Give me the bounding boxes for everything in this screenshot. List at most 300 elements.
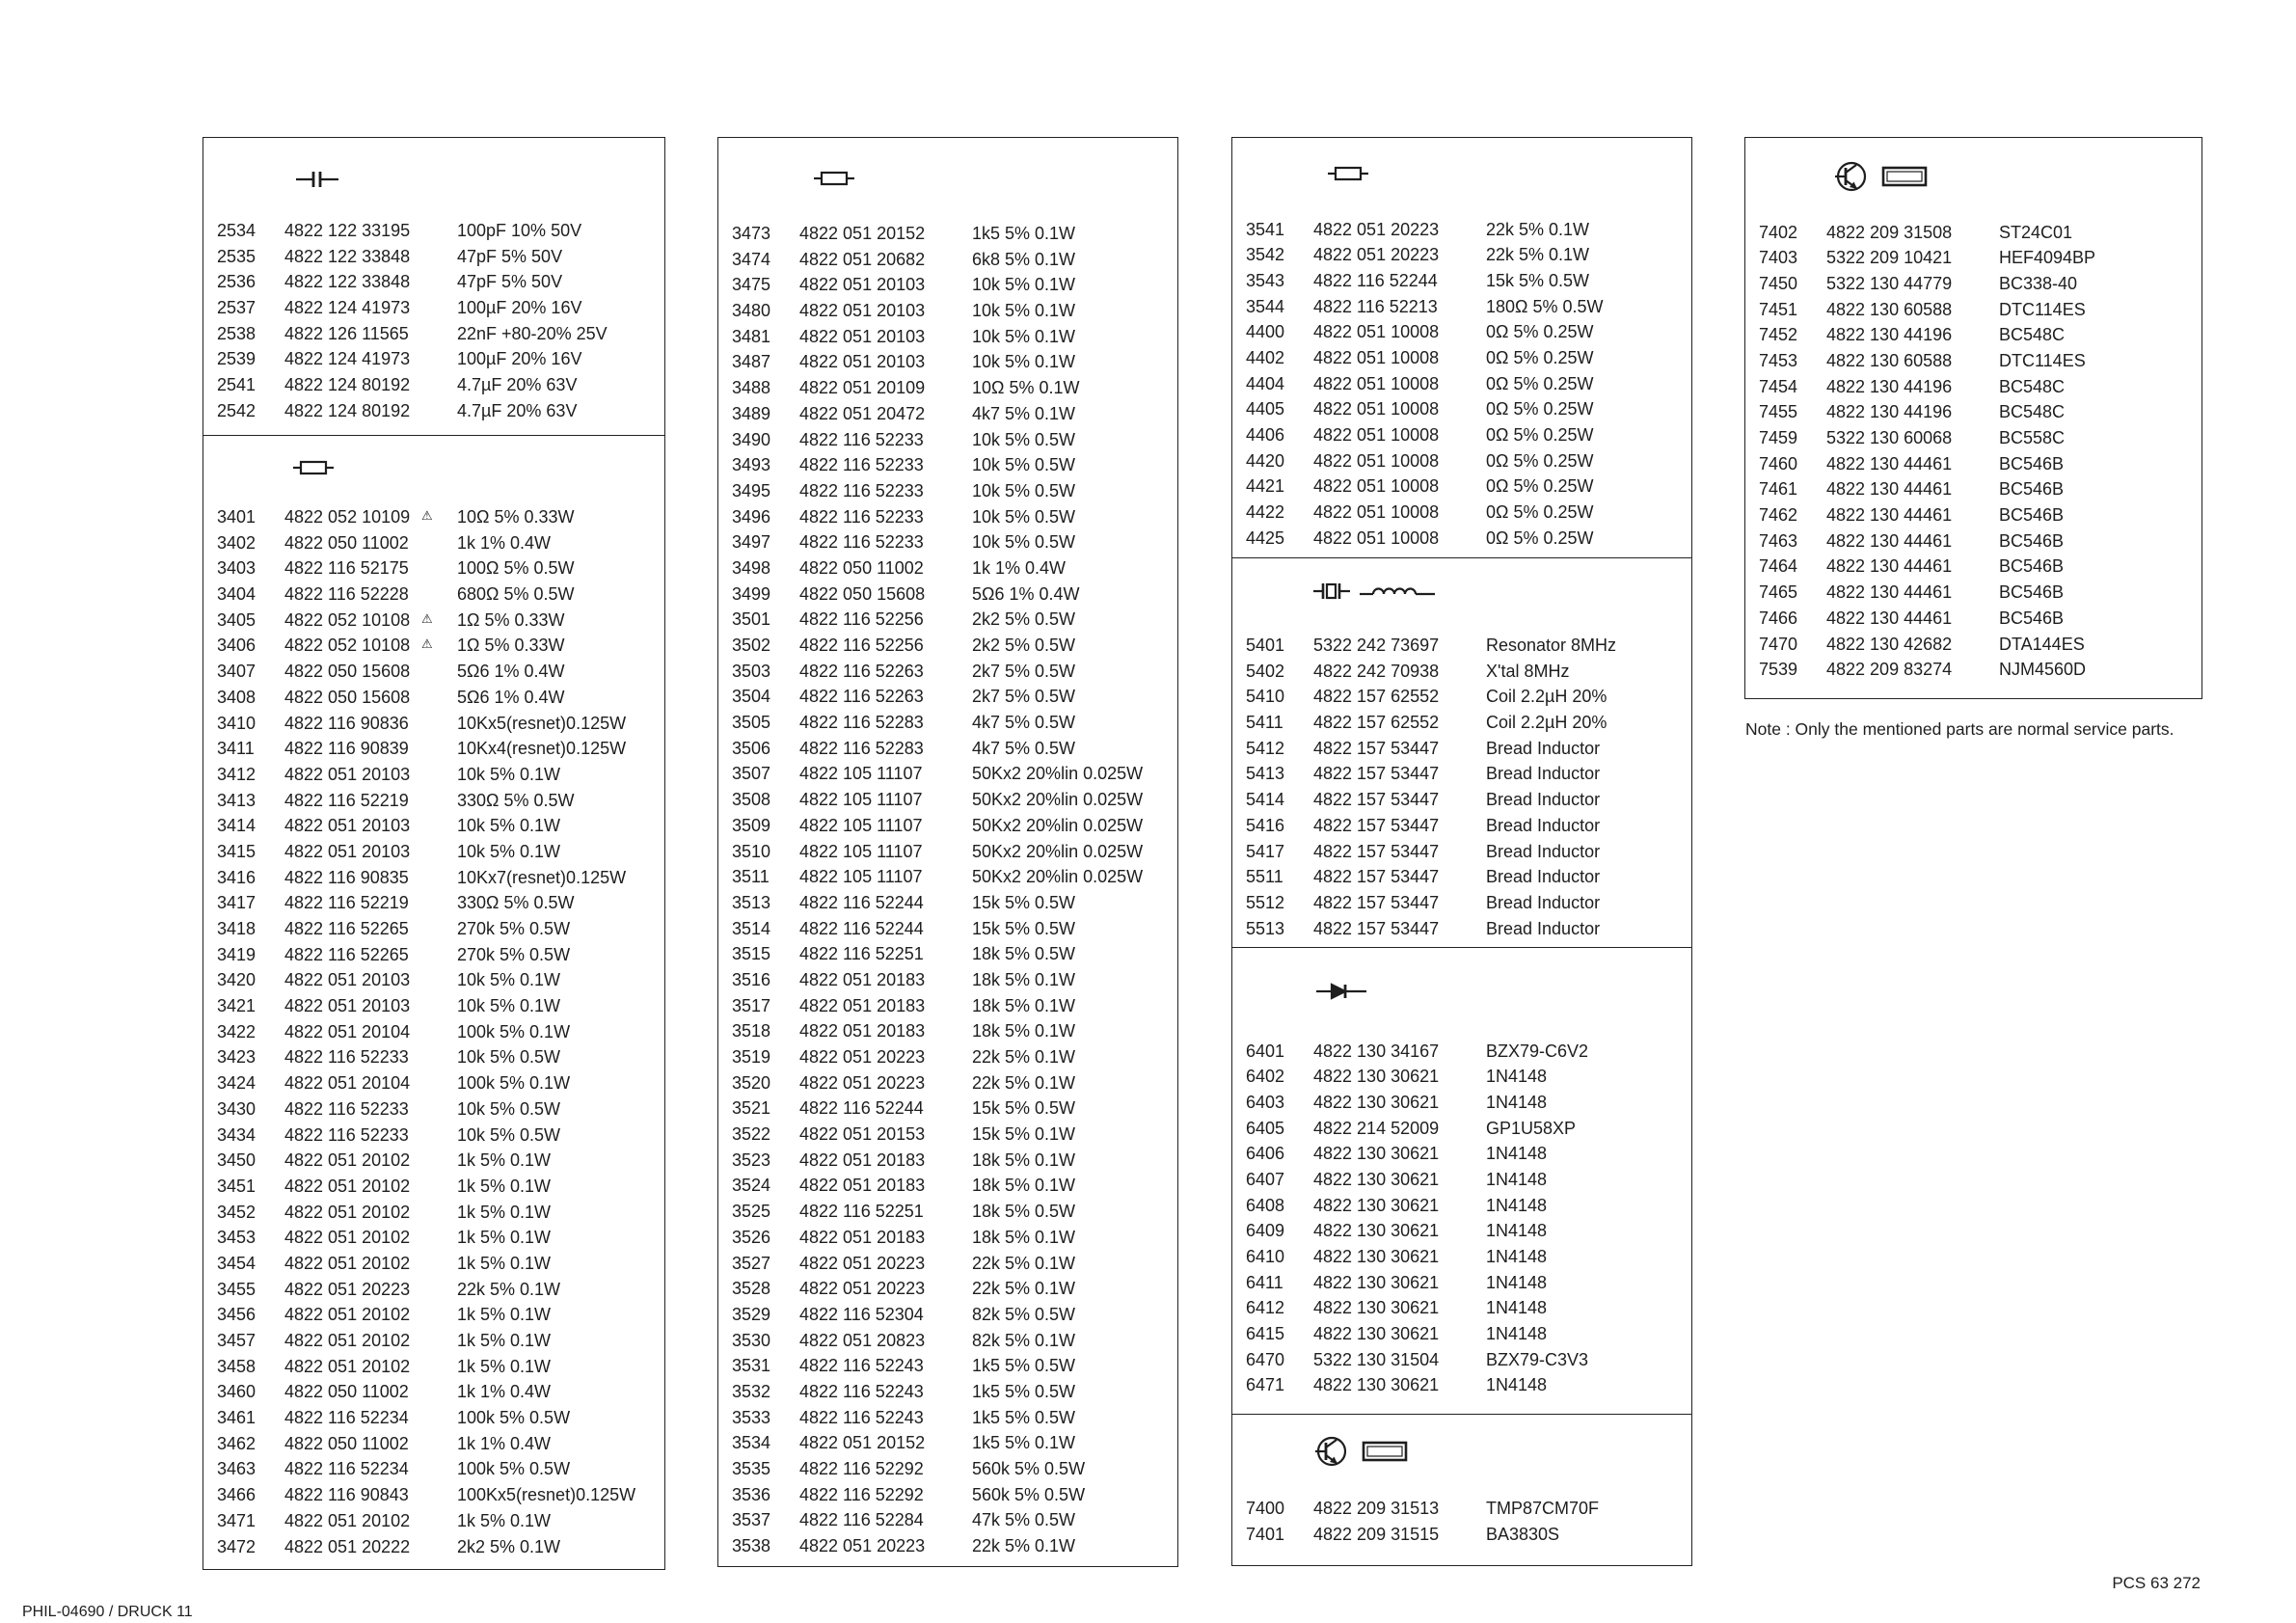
position-number: 3519 [732, 1047, 771, 1067]
part-code: 4822 116 52175 [284, 558, 409, 579]
part-description: 100k 5% 0.1W [457, 1073, 571, 1094]
position-number: 5413 [1246, 764, 1285, 784]
part-description: X'tal 8MHz [1486, 661, 1570, 681]
part-description: 270k 5% 0.5W [457, 919, 571, 938]
part-description: 5Ω6 1% 0.4W [457, 687, 565, 707]
part-description: BZX79-C3V3 [1486, 1349, 1589, 1369]
part-code: 4822 051 20103 [799, 352, 926, 372]
part-description: 22k 5% 0.1W [972, 1253, 1076, 1273]
part-row [1745, 502, 2201, 528]
part-row [203, 1328, 664, 1354]
part-code: 4822 116 52228 [284, 584, 409, 605]
part-row [1232, 1039, 1691, 1065]
position-number: 3528 [732, 1279, 771, 1299]
part-code: 4822 050 11002 [284, 1382, 409, 1402]
part-description: BC338-40 [1999, 273, 2078, 293]
crystal-inductor-icon [1313, 581, 1437, 602]
part-description: 1k 5% 0.1W [457, 1228, 552, 1248]
section-divider [1232, 1414, 1691, 1415]
part-description: 47pF 5% 50V [457, 246, 563, 266]
part-description: 100k 5% 0.5W [457, 1459, 571, 1479]
part-code: 4822 051 20103 [799, 275, 926, 295]
part-code: 4822 051 20153 [799, 1124, 926, 1145]
position-number: 3408 [217, 687, 257, 707]
part-description: Bread Inductor [1486, 867, 1601, 887]
part-row [1232, 500, 1691, 526]
part-code: 4822 050 15608 [799, 583, 926, 604]
part-row [1232, 684, 1691, 710]
position-number: 3498 [732, 557, 771, 578]
part-code: 4822 051 20682 [799, 249, 926, 269]
capacitor-parts-list [203, 218, 664, 424]
part-row [203, 1508, 664, 1534]
position-number: 3516 [732, 969, 771, 989]
part-code: 4822 124 41973 [284, 349, 411, 369]
part-row [203, 244, 664, 270]
position-number: 3530 [732, 1330, 771, 1350]
position-number: 7450 [1759, 273, 1798, 293]
part-description: 22k 5% 0.1W [1486, 245, 1590, 265]
position-number: 3525 [732, 1202, 771, 1222]
part-description: 1N4148 [1486, 1169, 1548, 1189]
part-code: 4822 116 52243 [799, 1381, 924, 1401]
part-description: BA3830S [1486, 1524, 1560, 1544]
part-description: Bread Inductor [1486, 841, 1601, 861]
part-description: HEF4094BP [1999, 248, 2096, 268]
diode-icon [1316, 983, 1366, 1000]
crystal-inductor-parts-list [1232, 633, 1691, 941]
part-row [1745, 322, 2201, 348]
part-row [1232, 813, 1691, 839]
part-row [718, 659, 1177, 685]
part-row [718, 1225, 1177, 1251]
part-code: 4822 051 20183 [799, 1021, 926, 1041]
part-code: 4822 124 80192 [284, 375, 411, 395]
position-number: 7470 [1759, 634, 1798, 654]
part-row [718, 1302, 1177, 1328]
part-description: Bread Inductor [1486, 892, 1601, 912]
part-row [718, 761, 1177, 787]
part-code: 4822 116 52283 [799, 713, 924, 733]
part-description: 10k 5% 0.1W [972, 352, 1076, 372]
part-description: 10k 5% 0.5W [457, 1098, 561, 1119]
part-row [718, 633, 1177, 659]
part-code: 4822 116 52283 [799, 738, 924, 758]
position-number: 3466 [217, 1485, 257, 1505]
part-description: 82k 5% 0.5W [972, 1304, 1076, 1324]
part-row [718, 1507, 1177, 1533]
part-code: 4822 116 52233 [799, 506, 924, 527]
position-number: 3535 [732, 1459, 771, 1478]
position-number: 3537 [732, 1510, 771, 1530]
position-number: 3417 [217, 893, 257, 913]
part-description: 0Ω 5% 0.25W [1486, 347, 1594, 367]
position-number: 3493 [732, 455, 771, 475]
position-number: 3461 [217, 1408, 257, 1428]
part-description: 22k 5% 0.1W [972, 1536, 1076, 1556]
position-number: 6412 [1246, 1298, 1285, 1318]
part-description: 100µF 20% 16V [457, 349, 582, 369]
part-row [203, 1431, 664, 1457]
part-description: Coil 2.2µH 20% [1486, 687, 1607, 707]
position-number: 3402 [217, 532, 257, 553]
position-number: 7453 [1759, 350, 1798, 370]
position-number: 3487 [732, 352, 771, 372]
position-number: 7466 [1759, 608, 1798, 628]
part-description: 10k 5% 0.1W [972, 301, 1076, 321]
part-description: 18k 5% 0.5W [972, 1202, 1076, 1222]
part-row [203, 1482, 664, 1508]
position-number: 3460 [217, 1382, 257, 1402]
parts-column-3 [1231, 137, 1692, 1566]
document-reference: PHIL-04690 / DRUCK 11 [22, 1604, 193, 1620]
position-number: 3422 [217, 1021, 257, 1041]
part-description: 1N4148 [1486, 1298, 1548, 1318]
part-code: 4822 209 83274 [1826, 660, 1953, 680]
position-number: 5512 [1246, 892, 1285, 912]
part-row [203, 1123, 664, 1149]
part-code: 4822 130 34167 [1313, 1041, 1440, 1061]
position-number: 3420 [217, 970, 257, 990]
part-description: 1N4148 [1486, 1195, 1548, 1215]
part-code: 4822 130 30621 [1313, 1298, 1440, 1318]
position-number: 7459 [1759, 428, 1798, 447]
part-code: 4822 116 90839 [284, 739, 409, 759]
part-code: 4822 052 10109 [284, 507, 411, 527]
position-number: 2541 [217, 375, 257, 395]
part-row [718, 452, 1177, 478]
part-description: 15k 5% 0.5W [1486, 270, 1590, 290]
part-code: 4822 116 52244 [799, 892, 924, 912]
part-row [1232, 1244, 1691, 1270]
position-number: 3536 [732, 1484, 771, 1504]
position-number: 3497 [732, 532, 771, 553]
part-code: 4822 122 33848 [284, 246, 411, 266]
position-number: 4425 [1246, 527, 1285, 548]
position-number: 3504 [732, 687, 771, 707]
part-code: 4822 130 60588 [1826, 299, 1953, 319]
position-number: 3514 [732, 918, 771, 938]
part-row [1232, 890, 1691, 916]
position-number: 3543 [1246, 270, 1285, 290]
part-code: 4822 124 80192 [284, 400, 411, 420]
part-row [203, 530, 664, 556]
part-row [1745, 297, 2201, 323]
position-number: 4422 [1246, 502, 1285, 523]
part-code: 4822 051 20103 [799, 326, 926, 346]
part-description: 18k 5% 0.1W [972, 1150, 1076, 1170]
part-row [203, 659, 664, 685]
part-code: 4822 116 52234 [284, 1408, 409, 1428]
position-number: 4420 [1246, 450, 1285, 471]
position-number: 2536 [217, 272, 257, 292]
part-description: 1k 5% 0.1W [457, 1202, 552, 1222]
part-code: 4822 051 10008 [1313, 502, 1440, 523]
part-code: 4822 116 90835 [284, 867, 409, 887]
part-row [1232, 473, 1691, 500]
part-code: 4822 130 42682 [1826, 634, 1953, 654]
part-row [1745, 220, 2201, 246]
position-number: 3489 [732, 403, 771, 423]
part-description: BC546B [1999, 479, 2065, 500]
position-number: 3455 [217, 1279, 257, 1299]
position-number: 3517 [732, 995, 771, 1015]
part-row [203, 865, 664, 891]
part-row [1232, 761, 1691, 787]
part-code: 4822 130 30621 [1313, 1375, 1440, 1395]
parts-column-2 [717, 137, 1178, 1567]
part-row [1232, 242, 1691, 268]
part-row [203, 1200, 664, 1226]
position-number: 7539 [1759, 660, 1798, 680]
position-number: 3413 [217, 790, 257, 810]
part-row [718, 555, 1177, 582]
part-code: 4822 051 20472 [799, 403, 926, 423]
part-row [1232, 1193, 1691, 1219]
position-number: 3515 [732, 944, 771, 964]
position-number: 3414 [217, 816, 257, 836]
position-number: 3430 [217, 1098, 257, 1119]
position-number: 3480 [732, 301, 771, 321]
position-number: 3475 [732, 275, 771, 295]
part-row [718, 967, 1177, 993]
part-row [718, 504, 1177, 530]
position-number: 3511 [732, 867, 770, 887]
position-number: 3507 [732, 764, 771, 784]
part-row [1745, 271, 2201, 297]
part-description: 1k 5% 0.1W [457, 1331, 552, 1350]
part-row [1232, 1321, 1691, 1347]
part-description: 50Kx2 20%lin 0.025W [972, 867, 1144, 887]
part-description: 4k7 5% 0.5W [972, 713, 1076, 733]
position-number: 3527 [732, 1253, 771, 1273]
part-description: 100Kx5(resnet)0.125W [457, 1485, 636, 1505]
part-row [718, 1405, 1177, 1431]
position-number: 6402 [1246, 1067, 1285, 1087]
part-row [203, 685, 664, 711]
part-row [203, 1277, 664, 1303]
part-description: 100k 5% 0.1W [457, 1021, 571, 1041]
part-description: 10Ω 5% 0.1W [972, 378, 1080, 398]
part-code: 4822 116 52243 [799, 1407, 924, 1427]
part-row [1232, 1295, 1691, 1321]
position-number: 3523 [732, 1150, 771, 1170]
part-row [203, 218, 664, 244]
part-row [718, 890, 1177, 916]
part-row [718, 941, 1177, 967]
part-code: 4822 116 52292 [799, 1484, 924, 1504]
position-number: 5513 [1246, 918, 1285, 938]
part-code: 4822 051 10008 [1313, 347, 1440, 367]
part-row [1232, 1270, 1691, 1296]
part-description: 50Kx2 20%lin 0.025W [972, 841, 1144, 861]
part-code: 4822 126 11565 [284, 323, 409, 343]
part-description: 1k 5% 0.1W [457, 1356, 552, 1376]
part-code: 4822 051 20152 [799, 1433, 926, 1453]
part-code: 5322 130 31504 [1313, 1349, 1440, 1369]
part-row [1232, 1372, 1691, 1398]
transistor-ic-icon [1833, 160, 1928, 193]
part-row [203, 1070, 664, 1096]
part-code: 4822 116 52251 [799, 1202, 924, 1222]
position-number: 3499 [732, 583, 771, 604]
position-number: 3544 [1246, 296, 1285, 316]
part-description: 1k 1% 0.4W [972, 557, 1067, 578]
part-code: 4822 051 20223 [799, 1253, 926, 1273]
part-description: 1N4148 [1486, 1247, 1548, 1266]
part-code: 4822 214 52009 [1313, 1118, 1440, 1138]
part-row [718, 298, 1177, 324]
part-description: 2k2 5% 0.1W [457, 1536, 561, 1556]
part-code: 4822 130 44461 [1826, 608, 1953, 628]
part-description: 4.7µF 20% 63V [457, 375, 578, 395]
part-row [203, 1354, 664, 1380]
part-code: 4822 116 52233 [799, 480, 924, 500]
position-number: 3423 [217, 1047, 257, 1068]
part-code: 4822 051 20223 [284, 1279, 411, 1299]
part-description: 0Ω 5% 0.25W [1486, 425, 1594, 445]
part-description: 0Ω 5% 0.25W [1486, 399, 1594, 419]
part-code: 4822 051 20823 [799, 1330, 926, 1350]
part-code: 4822 051 20102 [284, 1253, 411, 1273]
part-code: 4822 122 33848 [284, 272, 411, 292]
part-row [1232, 659, 1691, 685]
part-code: 4822 051 20102 [284, 1356, 411, 1376]
part-description: BC546B [1999, 530, 2065, 551]
part-code: 4822 157 53447 [1313, 892, 1440, 912]
position-number: 3463 [217, 1459, 257, 1479]
position-number: 3488 [732, 378, 771, 398]
position-number: 4405 [1246, 399, 1285, 419]
part-code: 4822 130 44461 [1826, 582, 1953, 603]
part-code: 4822 051 20223 [799, 1047, 926, 1067]
part-description: 18k 5% 0.1W [972, 1227, 1076, 1247]
part-description: 82k 5% 0.1W [972, 1330, 1076, 1350]
position-number: 2538 [217, 323, 257, 343]
position-number: 7462 [1759, 505, 1798, 526]
position-number: 2542 [217, 400, 257, 420]
part-row [718, 221, 1177, 247]
part-description: 100pF 10% 50V [457, 221, 582, 240]
part-row [1232, 319, 1691, 345]
part-description: 2k2 5% 0.5W [972, 636, 1076, 655]
part-row [718, 1482, 1177, 1508]
part-code: 4822 124 41973 [284, 298, 411, 318]
part-row [718, 1018, 1177, 1044]
part-description: 1k5 5% 0.5W [972, 1407, 1076, 1427]
part-row [718, 736, 1177, 762]
part-row [1745, 657, 2201, 683]
part-code: 4822 130 44196 [1826, 376, 1953, 396]
part-code: 4822 116 52219 [284, 790, 409, 810]
resistor-parts-list [203, 504, 664, 1559]
part-description: 5Ω6 1% 0.4W [457, 662, 565, 682]
part-row [203, 1148, 664, 1174]
part-description: BC558C [1999, 428, 2066, 447]
part-row [203, 1534, 664, 1560]
part-row [203, 1251, 664, 1277]
part-row [718, 478, 1177, 504]
part-row [203, 942, 664, 968]
part-code: 4822 051 20183 [799, 969, 926, 989]
part-row [1232, 1167, 1691, 1193]
part-row [718, 1276, 1177, 1302]
part-description: DTC114ES [1999, 350, 2086, 370]
part-row [718, 1148, 1177, 1174]
part-description: 1Ω 5% 0.33W [457, 636, 565, 656]
section-divider [1232, 557, 1691, 558]
part-code: 4822 130 30621 [1313, 1272, 1440, 1292]
position-number: 3518 [732, 1021, 771, 1041]
part-description: 330Ω 5% 0.5W [457, 893, 575, 913]
position-number: 3496 [732, 506, 771, 527]
part-row [203, 762, 664, 788]
part-code: 4822 051 10008 [1313, 322, 1440, 342]
part-description: 18k 5% 0.1W [972, 995, 1076, 1015]
position-number: 7454 [1759, 376, 1798, 396]
part-code: 4822 051 20102 [284, 1202, 411, 1222]
part-row [718, 324, 1177, 350]
part-row [1232, 633, 1691, 659]
position-number: 3532 [732, 1381, 771, 1401]
part-row [1745, 348, 2201, 374]
part-description: 4k7 5% 0.5W [972, 738, 1076, 758]
part-description: 10Kx5(resnet)0.125W [457, 713, 627, 733]
part-code: 5322 130 60068 [1826, 428, 1953, 447]
part-code: 4822 105 11107 [799, 790, 923, 810]
part-code: 4822 051 20104 [284, 1021, 411, 1041]
position-number: 3529 [732, 1304, 771, 1324]
position-number: 6415 [1246, 1324, 1285, 1344]
part-description: BC548C [1999, 325, 2066, 345]
part-description: Resonator 8MHz [1486, 636, 1617, 655]
parts-column-1 [203, 137, 665, 1570]
part-row [203, 398, 664, 424]
part-description: 4.7µF 20% 63V [457, 400, 578, 420]
part-description: 22k 5% 0.1W [972, 1279, 1076, 1299]
position-number: 3510 [732, 841, 771, 861]
resistor-icon [814, 170, 854, 187]
part-description: 1k 1% 0.4W [457, 532, 552, 553]
part-code: 4822 051 20183 [799, 995, 926, 1015]
part-description: 10k 5% 0.5W [457, 1047, 561, 1068]
part-row [203, 813, 664, 839]
resistor-parts-list [1232, 217, 1691, 552]
position-number: 7455 [1759, 402, 1798, 422]
part-description: 180Ω 5% 0.5W [1486, 296, 1604, 316]
part-row [203, 1379, 664, 1405]
part-code: 4822 105 11107 [799, 867, 923, 887]
part-code: 4822 130 30621 [1313, 1144, 1440, 1164]
part-row [203, 1405, 664, 1431]
position-number: 2535 [217, 246, 257, 266]
part-row [718, 1456, 1177, 1482]
safety-mark-icon: ⚠ [421, 637, 433, 653]
part-code: 4822 051 20103 [284, 816, 411, 836]
part-description: 50Kx2 20%lin 0.025W [972, 764, 1144, 784]
part-description: 10Kx7(resnet)0.125W [457, 867, 627, 887]
part-description: 22k 5% 0.1W [972, 1072, 1076, 1093]
part-description: BC548C [1999, 376, 2066, 396]
position-number: 3416 [217, 867, 257, 887]
part-row [1232, 839, 1691, 865]
part-code: 4822 051 20102 [284, 1331, 411, 1350]
part-row [1232, 710, 1691, 736]
part-description: 15k 5% 0.5W [972, 918, 1076, 938]
part-code: 4822 130 44461 [1826, 530, 1953, 551]
part-description: 15k 5% 0.5W [972, 1098, 1076, 1119]
part-description: 6k8 5% 0.1W [972, 249, 1076, 269]
